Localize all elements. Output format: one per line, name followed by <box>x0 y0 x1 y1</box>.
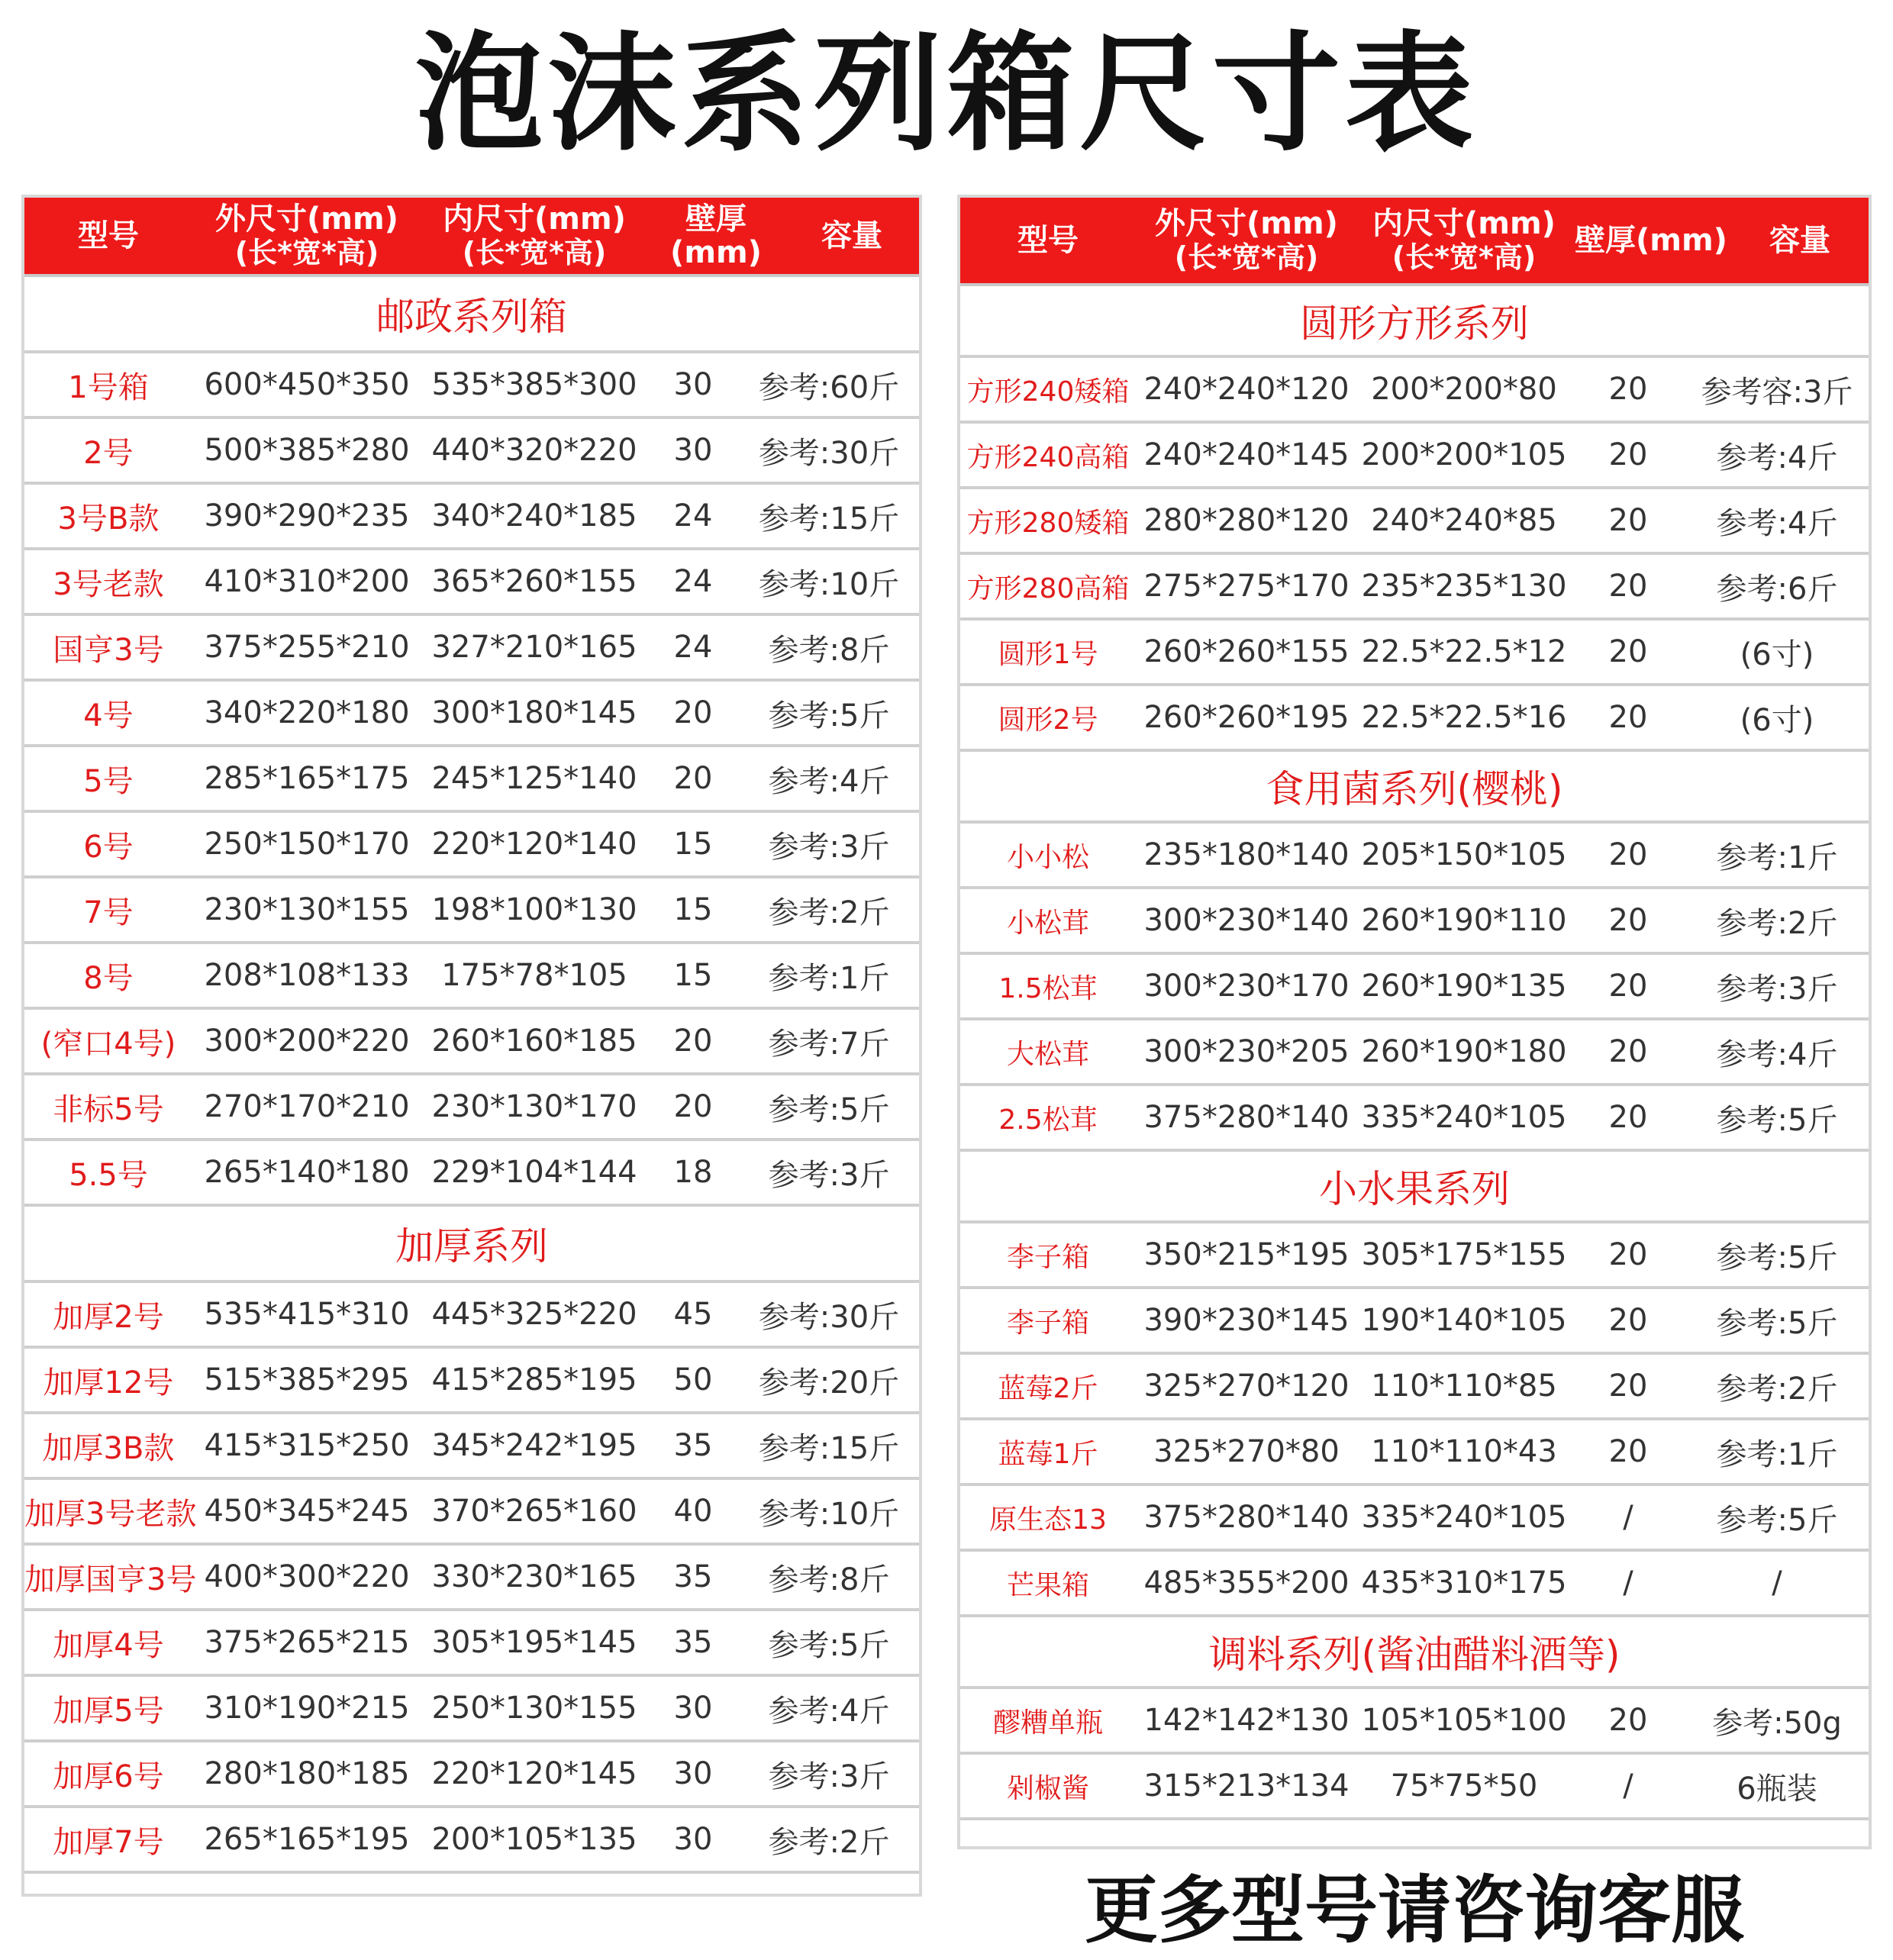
capacity-cell: 参考:2斤 <box>768 1824 890 1860</box>
model-cell: 加厚6号 <box>53 1759 164 1794</box>
wall-thickness-cell: / <box>1623 1500 1633 1535</box>
model-cell: (窄口4号) <box>40 1026 176 1062</box>
outer-size-cell: 260*260*195 <box>1143 700 1350 735</box>
outer-size-cell: 315*213*134 <box>1143 1768 1350 1804</box>
wall-thickness-cell: 20 <box>1608 700 1648 735</box>
right-table-body <box>960 286 1869 1820</box>
capacity-cell: 参考:2斤 <box>1716 1371 1838 1407</box>
capacity-cell: 参考:30斤 <box>758 1299 900 1335</box>
header-outer-label: 外尺寸(mm) <box>215 201 398 237</box>
outer-size-cell: 340*220*180 <box>204 695 410 730</box>
capacity-cell: 参考:5斤 <box>1716 1102 1838 1138</box>
wall-thickness-cell: 20 <box>1608 1303 1648 1338</box>
outer-size-cell: 450*345*245 <box>204 1494 410 1529</box>
outer-size-cell: 375*265*215 <box>204 1625 410 1660</box>
header-inner-label: 内尺寸(mm) <box>443 201 626 237</box>
outer-size-cell: 485*355*200 <box>1143 1565 1350 1601</box>
inner-size-cell: 260*160*185 <box>431 1024 637 1059</box>
outer-size-cell: 275*275*170 <box>1143 569 1350 604</box>
table-row <box>960 1289 1869 1355</box>
outer-size-cell: 600*450*350 <box>204 367 410 402</box>
inner-size-cell: 250*130*155 <box>431 1691 637 1726</box>
outer-size-cell: 500*385*280 <box>204 433 410 468</box>
outer-size-cell: 375*280*140 <box>1143 1500 1350 1535</box>
outer-size-cell: 250*150*170 <box>204 827 410 862</box>
table-row <box>960 686 1869 752</box>
capacity-cell: 参考:5斤 <box>1716 1305 1838 1341</box>
model-cell: 圆形1号 <box>998 638 1098 670</box>
header-wall: 壁厚(mm) <box>670 201 762 270</box>
table-row <box>24 1283 919 1349</box>
table-row <box>960 889 1869 955</box>
table-row <box>960 424 1869 489</box>
capacity-cell: 参考:4斤 <box>1716 1036 1838 1072</box>
model-cell: 1号箱 <box>68 369 149 405</box>
capacity-cell: 参考:3斤 <box>768 1759 890 1794</box>
model-cell: 加厚7号 <box>53 1824 164 1860</box>
table-row <box>24 1349 919 1414</box>
capacity-cell: (6寸) <box>1740 637 1814 672</box>
inner-size-cell: 220*120*140 <box>431 827 637 862</box>
model-cell: 蓝莓2斤 <box>998 1372 1098 1404</box>
wall-thickness-cell: 30 <box>673 433 713 468</box>
wall-thickness-cell: 20 <box>1608 969 1648 1004</box>
inner-size-cell: 229*104*144 <box>431 1155 637 1190</box>
capacity-cell: 参考:30斤 <box>758 435 900 471</box>
model-cell: 加厚3号老款 <box>24 1496 197 1532</box>
header-inner-label: 内尺寸(mm) <box>1372 206 1556 241</box>
inner-size-cell: 415*285*195 <box>431 1362 637 1397</box>
model-cell: 剁椒酱 <box>1006 1772 1089 1804</box>
model-cell: 国亨3号 <box>53 632 164 668</box>
inner-size-cell: 240*240*85 <box>1371 503 1557 538</box>
inner-size-cell: 440*320*220 <box>431 433 637 468</box>
outer-size-cell: 208*108*133 <box>204 958 410 993</box>
capacity-cell: 参考:1斤 <box>768 960 890 996</box>
table-row <box>24 616 919 682</box>
model-cell: 7号 <box>83 895 134 930</box>
table-row <box>24 1010 919 1075</box>
model-cell: 醪糟单瓶 <box>992 1707 1103 1739</box>
outer-size-cell: 265*140*180 <box>204 1155 410 1190</box>
table-row <box>24 1075 919 1141</box>
capacity-cell: 参考:2斤 <box>1716 905 1838 941</box>
table-row <box>960 1086 1869 1152</box>
wall-thickness-cell: 24 <box>673 498 713 534</box>
inner-size-cell: 110*110*43 <box>1371 1434 1557 1469</box>
model-cell: 李子箱 <box>1006 1241 1089 1273</box>
capacity-cell: 参考:5斤 <box>1716 1240 1838 1275</box>
model-cell: 5.5号 <box>69 1157 148 1193</box>
table-row <box>24 550 919 616</box>
table-row <box>24 1480 919 1546</box>
header-inner-dims: (长*宽*高) <box>1392 240 1537 274</box>
capacity-cell: 参考:50g <box>1712 1705 1842 1741</box>
inner-size-cell: 22.5*22.5*12 <box>1361 634 1567 669</box>
table-row <box>960 824 1869 889</box>
table-row <box>24 747 919 813</box>
right-size-table <box>957 195 1872 1849</box>
outer-size-cell: 415*315*250 <box>204 1428 410 1463</box>
outer-size-cell: 270*170*210 <box>204 1089 410 1124</box>
wall-thickness-cell: 20 <box>1608 372 1648 407</box>
wall-thickness-cell: 35 <box>673 1559 713 1594</box>
wall-thickness-cell: 24 <box>673 564 713 599</box>
capacity-cell: 参考:7斤 <box>768 1026 890 1062</box>
outer-size-cell: 142*142*130 <box>1143 1703 1350 1738</box>
section-title: 圆形方形系列 <box>960 286 1869 358</box>
capacity-cell: 参考:3斤 <box>768 1157 890 1193</box>
header-capacity: 容量 <box>821 218 882 253</box>
capacity-cell: 参考:8斤 <box>768 632 890 668</box>
outer-size-cell: 300*200*220 <box>204 1024 410 1059</box>
capacity-cell: 6瓶装 <box>1737 1771 1817 1807</box>
capacity-cell: 参考:5斤 <box>768 1091 890 1127</box>
model-cell: 加厚2号 <box>53 1299 164 1335</box>
wall-thickness-cell: 50 <box>673 1362 713 1397</box>
table-row <box>24 1742 919 1808</box>
table-row <box>960 1689 1869 1755</box>
model-cell: 方形240矮箱 <box>966 376 1130 408</box>
header-outer <box>1136 207 1357 274</box>
capacity-cell: 参考:5斤 <box>768 1627 890 1663</box>
model-cell: 加厚4号 <box>53 1627 164 1663</box>
wall-thickness-cell: 20 <box>1608 1434 1648 1469</box>
wall-thickness-cell: 35 <box>673 1625 713 1660</box>
table-row <box>24 1414 919 1480</box>
capacity-cell: 参考:15斤 <box>758 1430 900 1466</box>
wall-thickness-cell: 20 <box>673 1024 713 1059</box>
footer-partial-text: 更多型号请咨询客服 <box>1085 1868 1744 1953</box>
inner-size-cell: 435*310*175 <box>1361 1565 1567 1601</box>
outer-size-cell: 280*280*120 <box>1143 503 1350 538</box>
outer-size-cell: 390*290*235 <box>204 498 410 534</box>
model-cell: 加厚国亨3号 <box>24 1562 197 1597</box>
wall-thickness-cell: 20 <box>1608 1034 1648 1069</box>
model-cell: 小小松 <box>1006 841 1089 873</box>
model-cell: 4号 <box>83 698 134 733</box>
model-cell: 3号B款 <box>57 501 160 537</box>
table-row <box>960 955 1869 1020</box>
inner-size-cell: 330*230*165 <box>431 1559 637 1594</box>
table-row <box>24 485 919 550</box>
model-cell: 2号 <box>83 435 134 471</box>
header-outer-dims: (长*宽*高) <box>234 236 379 269</box>
outer-size-cell: 235*180*140 <box>1143 837 1350 872</box>
inner-size-cell: 327*210*165 <box>431 630 637 665</box>
wall-thickness-cell: 15 <box>673 827 713 862</box>
table-row <box>960 1755 1869 1820</box>
outer-size-cell: 375*255*210 <box>204 630 410 665</box>
wall-thickness-cell: 30 <box>673 1756 713 1791</box>
inner-size-cell: 205*150*105 <box>1361 837 1567 872</box>
wall-thickness-cell: 35 <box>673 1428 713 1463</box>
inner-size-cell: 175*78*105 <box>441 958 627 993</box>
table-row <box>24 1808 919 1874</box>
capacity-cell: / <box>1772 1565 1782 1601</box>
outer-size-cell: 260*260*155 <box>1143 634 1350 669</box>
table-row <box>24 944 919 1010</box>
wall-thickness-cell: 15 <box>673 892 713 927</box>
outer-size-cell: 390*230*145 <box>1143 1303 1350 1338</box>
inner-size-cell: 22.5*22.5*16 <box>1361 700 1567 735</box>
inner-size-cell: 200*200*105 <box>1361 437 1567 472</box>
inner-size-cell: 535*385*300 <box>431 367 637 402</box>
capacity-cell: 参考:6斤 <box>1716 571 1838 607</box>
capacity-cell: 参考:5斤 <box>1716 1502 1838 1538</box>
inner-size-cell: 230*130*170 <box>431 1089 637 1124</box>
inner-size-cell: 105*105*100 <box>1361 1703 1567 1738</box>
model-cell: 李子箱 <box>1006 1307 1089 1339</box>
table-row <box>24 419 919 485</box>
table-row <box>960 1020 1869 1086</box>
outer-size-cell: 285*165*175 <box>204 761 410 796</box>
outer-size-cell: 375*280*140 <box>1143 1100 1350 1135</box>
wall-thickness-cell: 20 <box>1608 903 1648 938</box>
wall-thickness-cell: 20 <box>1608 437 1648 472</box>
table-row <box>960 1552 1869 1617</box>
model-cell: 5号 <box>83 763 134 799</box>
model-cell: 加厚3B款 <box>42 1430 175 1466</box>
inner-size-cell: 200*105*135 <box>431 1822 637 1857</box>
inner-size-cell: 300*180*145 <box>431 695 637 730</box>
model-cell: 8号 <box>83 960 134 996</box>
wall-thickness-cell: / <box>1623 1565 1633 1601</box>
outer-size-cell: 280*180*185 <box>204 1756 410 1791</box>
outer-size-cell: 400*300*220 <box>204 1559 410 1594</box>
model-cell: 加厚12号 <box>43 1365 174 1401</box>
header-wall: 壁厚(mm) <box>1575 223 1727 258</box>
left-table-body <box>24 277 919 1874</box>
model-cell: 方形240高箱 <box>966 441 1130 473</box>
table-row <box>960 555 1869 621</box>
inner-size-cell: 75*75*50 <box>1390 1768 1538 1804</box>
table-row <box>24 353 919 419</box>
model-cell: 小松茸 <box>1006 907 1089 939</box>
inner-size-cell: 340*240*185 <box>431 498 637 534</box>
inner-size-cell: 305*175*155 <box>1361 1237 1567 1272</box>
header-outer <box>192 202 421 269</box>
table-header <box>24 198 919 277</box>
table-row <box>24 682 919 747</box>
inner-size-cell: 445*325*220 <box>431 1297 637 1332</box>
model-cell: 3号老款 <box>53 566 164 602</box>
inner-size-cell: 335*240*105 <box>1361 1100 1567 1135</box>
wall-thickness-cell: 20 <box>1608 1100 1648 1135</box>
outer-size-cell: 240*240*120 <box>1143 372 1350 407</box>
capacity-cell: 参考:3斤 <box>768 829 890 865</box>
wall-thickness-cell: 18 <box>673 1155 713 1190</box>
table-row <box>960 489 1869 555</box>
page-title: 泡沫系列箱尺寸表 <box>415 19 1478 169</box>
inner-size-cell: 335*240*105 <box>1361 1500 1567 1535</box>
header-outer-dims: (长*宽*高) <box>1174 240 1319 274</box>
capacity-cell: 参考:10斤 <box>758 566 900 602</box>
wall-thickness-cell: 20 <box>1608 569 1648 604</box>
wall-thickness-cell: 30 <box>673 367 713 402</box>
outer-size-cell: 515*385*295 <box>204 1362 410 1397</box>
wall-thickness-cell: 15 <box>673 958 713 993</box>
model-cell: 蓝莓1斤 <box>998 1438 1098 1470</box>
section-title: 小水果系列 <box>960 1152 1869 1223</box>
table-row <box>24 878 919 944</box>
header-model: 型号 <box>1017 223 1079 258</box>
wall-thickness-cell: 20 <box>673 695 713 730</box>
outer-size-cell: 325*270*80 <box>1153 1434 1340 1469</box>
outer-size-cell: 230*130*155 <box>204 892 410 927</box>
section-title: 食用菌系列(樱桃) <box>960 752 1869 824</box>
header-inner <box>1357 207 1571 274</box>
capacity-cell: 参考:60斤 <box>758 369 900 405</box>
inner-size-cell: 345*242*195 <box>431 1428 637 1463</box>
model-cell: 方形280高箱 <box>966 572 1130 604</box>
header-outer-label: 外尺寸(mm) <box>1155 206 1338 241</box>
outer-size-cell: 300*230*205 <box>1143 1034 1350 1069</box>
table-row <box>960 621 1869 686</box>
table-row <box>960 1420 1869 1486</box>
inner-size-cell: 245*125*140 <box>431 761 637 796</box>
inner-size-cell: 365*260*155 <box>431 564 637 599</box>
outer-size-cell: 265*165*195 <box>204 1822 410 1857</box>
model-cell: 加厚5号 <box>53 1693 164 1729</box>
table-row <box>24 1611 919 1677</box>
table-row <box>24 1677 919 1742</box>
capacity-cell: 参考:4斤 <box>768 763 890 799</box>
table-row <box>960 1223 1869 1289</box>
table-header <box>960 198 1869 286</box>
wall-thickness-cell: 24 <box>673 630 713 665</box>
inner-size-cell: 220*120*145 <box>431 1756 637 1791</box>
inner-size-cell: 190*140*105 <box>1361 1303 1567 1338</box>
outer-size-cell: 535*415*310 <box>204 1297 410 1332</box>
wall-thickness-cell: 20 <box>1608 634 1648 669</box>
outer-size-cell: 300*230*140 <box>1143 903 1350 938</box>
outer-size-cell: 240*240*145 <box>1143 437 1350 472</box>
wall-thickness-cell: 20 <box>1608 1237 1648 1272</box>
inner-size-cell: 200*200*80 <box>1371 372 1557 407</box>
wall-thickness-cell: / <box>1623 1768 1633 1804</box>
model-cell: 大松茸 <box>1006 1038 1089 1070</box>
section-title: 加厚系列 <box>24 1207 919 1283</box>
inner-size-cell: 198*100*130 <box>431 892 637 927</box>
inner-size-cell: 260*190*110 <box>1361 903 1567 938</box>
table-row <box>960 358 1869 424</box>
inner-size-cell: 370*265*160 <box>431 1494 637 1529</box>
outer-size-cell: 310*190*215 <box>204 1691 410 1726</box>
inner-size-cell: 260*190*180 <box>1361 1034 1567 1069</box>
wall-thickness-cell: 20 <box>1608 503 1648 538</box>
capacity-cell: 参考:5斤 <box>768 698 890 733</box>
capacity-cell: 参考:20斤 <box>758 1365 900 1401</box>
capacity-cell: 参考:10斤 <box>758 1496 900 1532</box>
model-cell: 非标5号 <box>53 1091 164 1127</box>
model-cell: 原生态13 <box>989 1504 1107 1536</box>
capacity-cell: 参考:1斤 <box>1716 840 1838 875</box>
table-row <box>24 813 919 878</box>
capacity-cell: 参考:15斤 <box>758 501 900 537</box>
inner-size-cell: 110*110*85 <box>1371 1368 1557 1404</box>
wall-thickness-cell: 45 <box>673 1297 713 1332</box>
capacity-cell: 参考:4斤 <box>1716 440 1838 475</box>
capacity-cell: 参考容:3斤 <box>1701 374 1853 410</box>
outer-size-cell: 325*270*120 <box>1143 1368 1350 1404</box>
model-cell: 1.5松茸 <box>998 972 1098 1004</box>
wall-thickness-cell: 20 <box>673 1089 713 1124</box>
wall-thickness-cell: 30 <box>673 1691 713 1726</box>
capacity-cell: 参考:8斤 <box>768 1562 890 1597</box>
wall-thickness-cell: 20 <box>1608 837 1648 872</box>
table-row <box>960 1355 1869 1420</box>
inner-size-cell: 235*235*130 <box>1361 569 1567 604</box>
capacity-cell: 参考:2斤 <box>768 895 890 930</box>
model-cell: 方形280矮箱 <box>966 507 1130 539</box>
capacity-cell: 参考:4斤 <box>768 1693 890 1729</box>
capacity-cell: 参考:4斤 <box>1716 505 1838 541</box>
wall-thickness-cell: 20 <box>1608 1368 1648 1404</box>
capacity-cell: 参考:3斤 <box>1716 971 1838 1007</box>
header-model: 型号 <box>78 218 139 253</box>
model-cell: 6号 <box>83 829 134 865</box>
table-row <box>960 1486 1869 1552</box>
model-cell: 2.5松茸 <box>998 1104 1098 1136</box>
inner-size-cell: 305*195*145 <box>431 1625 637 1660</box>
capacity-cell: 参考:1斤 <box>1716 1436 1838 1472</box>
outer-size-cell: 350*215*195 <box>1143 1237 1350 1272</box>
section-title: 调料系列(酱油醋料酒等) <box>960 1617 1869 1689</box>
wall-thickness-cell: 40 <box>673 1494 713 1529</box>
model-cell: 芒果箱 <box>1006 1569 1089 1601</box>
wall-thickness-cell: 20 <box>673 761 713 796</box>
table-row <box>24 1546 919 1611</box>
inner-size-cell: 260*190*135 <box>1361 969 1567 1004</box>
wall-thickness-cell: 20 <box>1608 1703 1648 1738</box>
capacity-cell: (6寸) <box>1740 702 1814 738</box>
header-inner-dims: (长*宽*高) <box>462 236 607 269</box>
model-cell: 圆形2号 <box>998 704 1098 736</box>
wall-thickness-cell: 30 <box>673 1822 713 1857</box>
outer-size-cell: 300*230*170 <box>1143 969 1350 1004</box>
outer-size-cell: 410*310*200 <box>204 564 410 599</box>
header-inner <box>421 202 647 269</box>
section-title: 邮政系列箱 <box>24 277 919 353</box>
left-size-table <box>21 195 922 1897</box>
table-row <box>24 1141 919 1207</box>
header-capacity: 容量 <box>1769 223 1830 258</box>
